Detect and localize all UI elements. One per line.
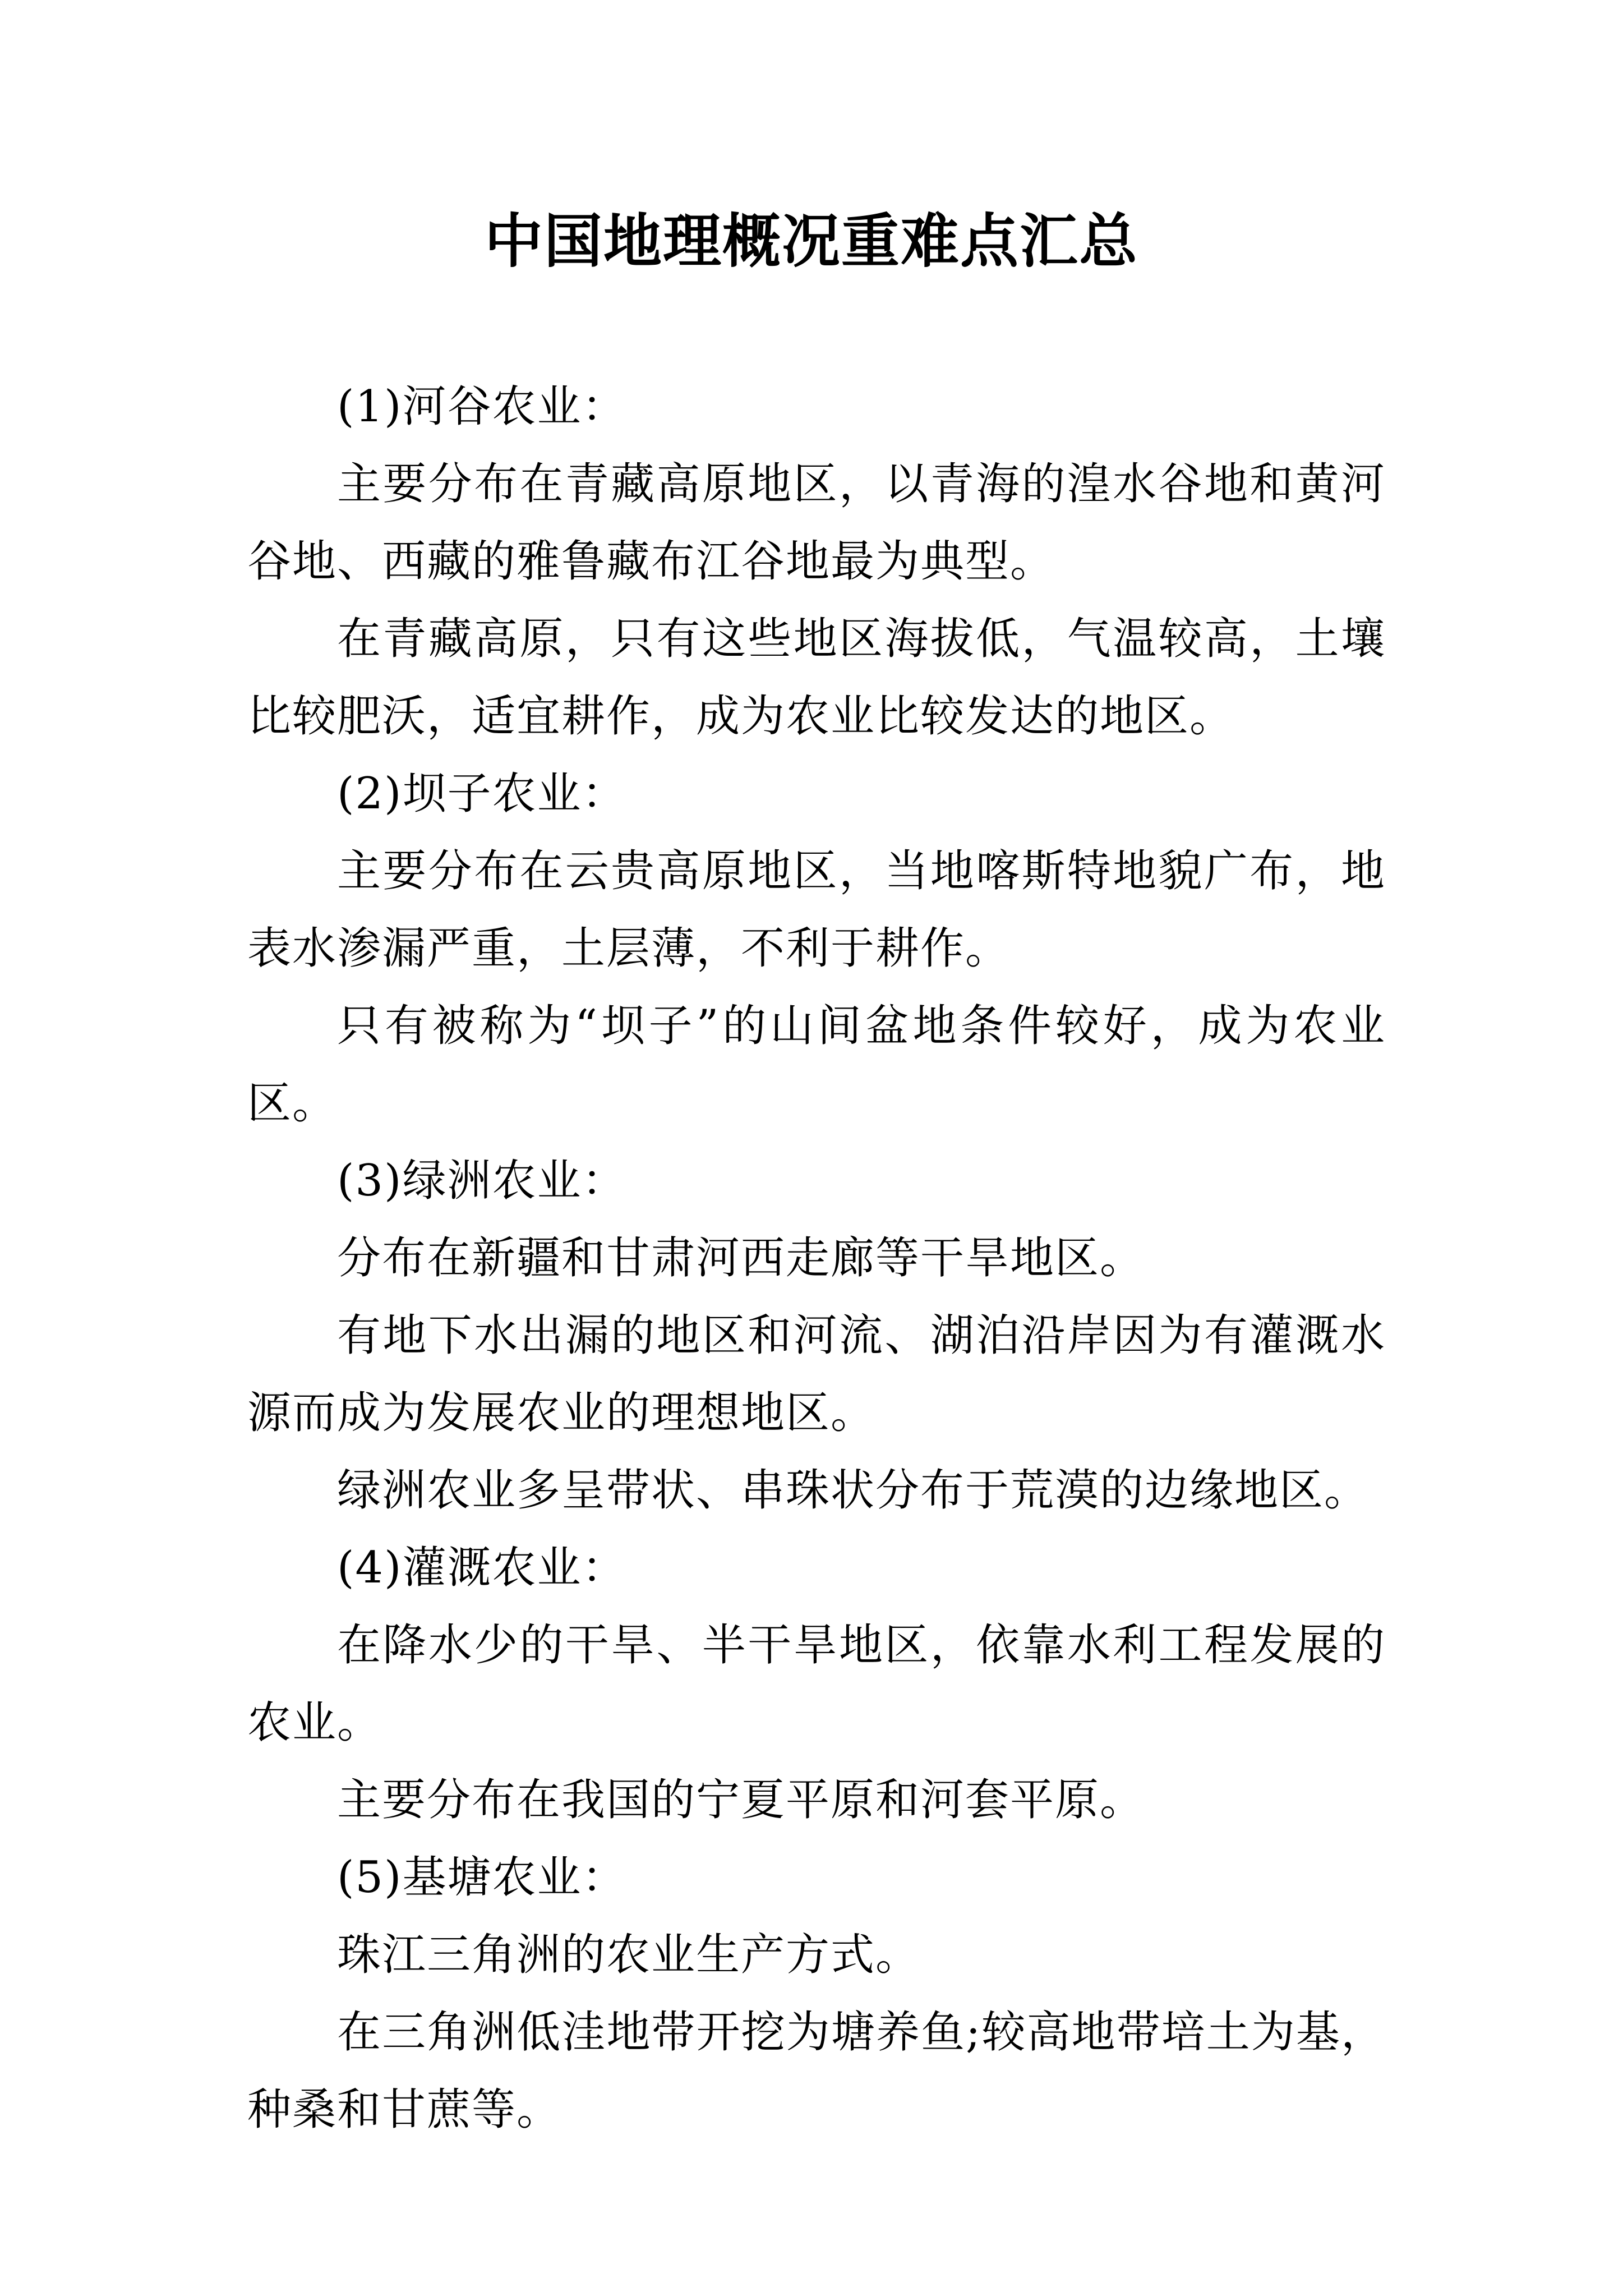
paragraph: 主要分布在青藏高原地区，以青海的湟水谷地和黄河谷地、西藏的雅鲁藏布江谷地最为典型。 (247, 459, 1386, 587)
paragraph: 珠江三角洲的农业生产方式。 (337, 1930, 921, 1980)
heading-oasis-agriculture: (3)绿洲农业： (337, 1156, 627, 1206)
paragraph: 在降水少的干旱、半干旱地区，依靠水利工程发展的农业。 (247, 1620, 1386, 1748)
heading-irrigation-agriculture: (4)灌溉农业： (337, 1543, 627, 1593)
document-title: 中国地理概况重难点汇总 (484, 206, 1138, 275)
heading-river-valley-agriculture: (1)河谷农业： (337, 381, 627, 432)
paragraph: 主要分布在云贵高原地区，当地喀斯特地貌广布，地表水渗漏严重，土层薄，不利于耕作。 (247, 846, 1386, 974)
paragraph: 只有被称为“坝子”的山间盆地条件较好，成为农业区。 (247, 1001, 1386, 1129)
paragraph: 绿洲农业多呈带状、串珠状分布于荒漠的边缘地区。 (337, 1465, 1370, 1516)
paragraph: 主要分布在我国的宁夏平原和河套平原。 (337, 1775, 1145, 1825)
heading-bazi-agriculture: (2)坝子农业： (337, 769, 627, 819)
document-body (247, 368, 1386, 2148)
paragraph: 分布在新疆和甘肃河西走廊等干旱地区。 (337, 1233, 1145, 1283)
paragraph: 在三角洲低洼地带开挖为塘养鱼;较高地带培土为基，种桑和甘蔗等。 (247, 2007, 1386, 2135)
heading-dike-pond-agriculture: (5)基塘农业： (337, 1852, 627, 1903)
paragraph: 有地下水出漏的地区和河流、湖泊沿岸因为有灌溉水源而成为发展农业的理想地区。 (247, 1310, 1386, 1438)
paragraph: 在青藏高原，只有这些地区海拔低，气温较高，土壤比较肥沃，适宜耕作，成为农业比较发达的地区。 (247, 614, 1386, 742)
